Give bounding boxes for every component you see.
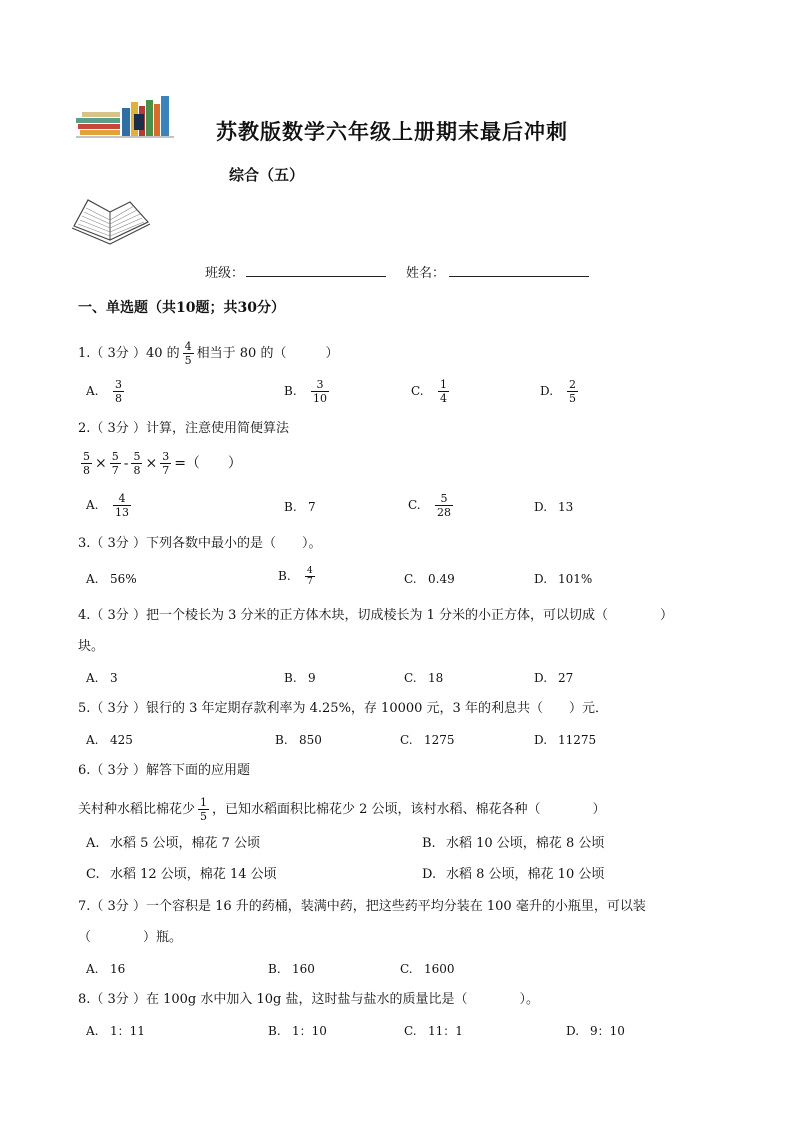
- fraction: $\frac{4}{5}$: [184, 340, 192, 367]
- question-2: 2.（ 3分 ）计算，注意使用简便算法: [78, 421, 289, 436]
- option-b[interactable]: B. $\frac{4}{7}$: [278, 566, 313, 587]
- option-d[interactable]: D. 13: [534, 500, 574, 514]
- option-d[interactable]: D. 27: [534, 671, 574, 685]
- page-title: 苏教版数学六年级上册期末最后冲刺: [216, 119, 568, 144]
- option-b[interactable]: B. $\frac{3}{10}$: [284, 378, 327, 405]
- option-a[interactable]: A. 425: [86, 733, 133, 747]
- question-7-line-2: （ ）瓶。: [78, 930, 183, 945]
- option-c[interactable]: C. 0.49: [404, 572, 455, 586]
- option-d[interactable]: D. 101%: [534, 572, 593, 586]
- option-a[interactable]: A. $\frac{4}{13}$: [86, 492, 129, 519]
- option-c[interactable]: C. 18: [404, 671, 444, 685]
- option-b[interactable]: B. 9: [284, 671, 316, 685]
- option-b[interactable]: B. 7: [284, 500, 316, 514]
- question-3: 3.（ 3分 ）下列各数中最小的是（ ）。: [78, 536, 322, 551]
- question-4: 4.（ 3分 ）把一个棱长为 3 分米的正方体木块，切成棱长为 1 分米的小正方体，可以切成（ ）: [78, 608, 674, 623]
- question-2-expression: $\frac{5}{8}$ × $\frac{5}{7}$ - $\frac{5}{8}$ × $\frac{3}{7}$ =（ ）: [83, 450, 242, 477]
- option-b[interactable]: B. 水稻 10 公顷，棉花 8 公顷: [422, 836, 605, 851]
- open-book-icon: [70, 196, 152, 250]
- option-a[interactable]: A. 3: [86, 671, 118, 685]
- option-d[interactable]: D. $\frac{2}{5}$: [540, 378, 576, 405]
- option-c[interactable]: C. $\frac{5}{28}$: [408, 492, 451, 519]
- option-c[interactable]: C. 1275: [400, 733, 455, 747]
- option-d[interactable]: D. 11275: [534, 733, 597, 747]
- option-c[interactable]: C. 11：1: [404, 1024, 463, 1038]
- section-title: 一、单选题（共10题；共30分）: [78, 300, 285, 316]
- question-1: 1.（ 3分 ）40 的 $\frac{4}{5}$ 相当于 80 的（ ）: [78, 340, 339, 367]
- question-4-line-2: 块。: [78, 639, 105, 654]
- option-c[interactable]: C. $\frac{1}{4}$: [411, 378, 447, 405]
- question-6: 6.（ 3分 ）解答下面的应用题: [78, 763, 250, 778]
- books-stack-icon: [76, 94, 176, 142]
- option-a[interactable]: A. 水稻 5 公顷，棉花 7 公顷: [86, 836, 261, 851]
- option-c[interactable]: C. 水稻 12 公顷，棉花 14 公顷: [86, 867, 277, 882]
- page-subtitle: 综合（五）: [229, 166, 305, 184]
- class-field[interactable]: [246, 276, 386, 277]
- question-5: 5.（ 3分 ）银行的 3 年定期存款利率为 4.25%，存 10000 元，3 年的利息共（ ）元．: [78, 701, 608, 716]
- option-c[interactable]: C. 1600: [400, 962, 455, 976]
- name-label: 姓名：: [406, 266, 446, 281]
- question-8: 8.（ 3分 ）在 100g 水中加入 10g 盐，这时盐与盐水的质量比是（ ）。: [78, 992, 539, 1007]
- option-b[interactable]: B. 1：10: [268, 1024, 327, 1038]
- question-6-line-2: 关村种水稻比棉花少 $\frac{1}{5}$ ，已知水稻面积比棉花少 2 公顷，该村水稻、棉花各种（ ）: [78, 796, 606, 823]
- option-a[interactable]: A. 56%: [86, 572, 137, 586]
- option-a[interactable]: A. 1：11: [86, 1024, 145, 1038]
- option-a[interactable]: A. 16: [86, 962, 126, 976]
- option-a[interactable]: A. $\frac{3}{8}$: [86, 378, 122, 405]
- class-label: 班级：: [205, 266, 245, 281]
- option-b[interactable]: B. 850: [275, 733, 322, 747]
- question-7: 7.（ 3分 ）一个容积是 16 升的药桶，装满中药，把这些药平均分装在 100 毫升的小瓶里，可以装: [78, 899, 646, 914]
- name-field[interactable]: [449, 276, 589, 277]
- option-d[interactable]: D. 9：10: [566, 1024, 625, 1038]
- option-d[interactable]: D. 水稻 8 公顷，棉花 10 公顷: [422, 867, 605, 882]
- option-b[interactable]: B. 160: [268, 962, 315, 976]
